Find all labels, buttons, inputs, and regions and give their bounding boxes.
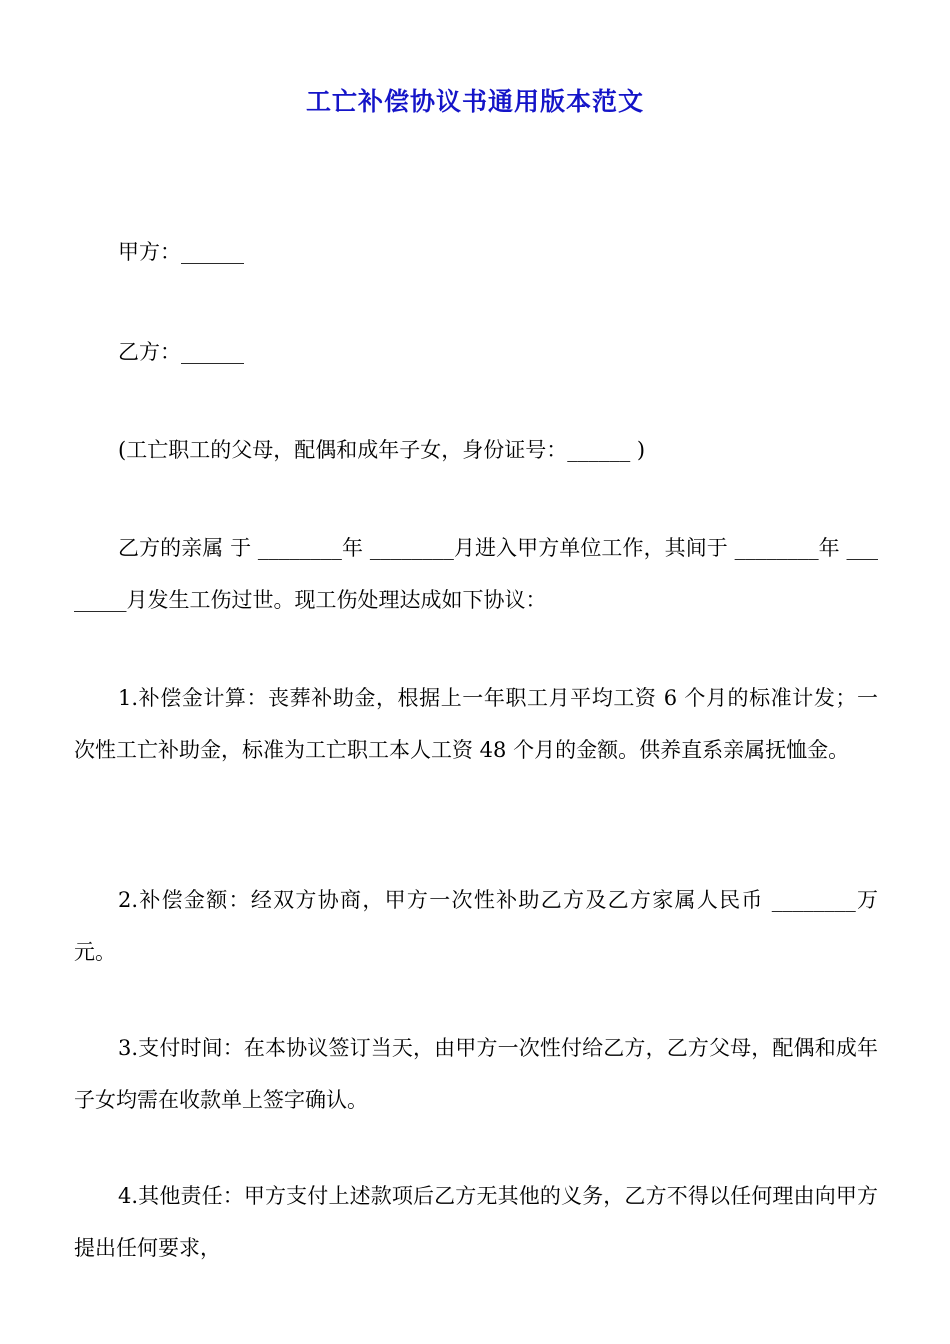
clause-3-paragraph: 3.支付时间：在本协议签订当天，由甲方一次性付给乙方，乙方父母，配偶和成年子女均需在收款单上签字确认。 xyxy=(74,1036,878,1112)
document-title: 工亡补偿协议书通用版本范文 xyxy=(305,87,644,116)
clause-1-paragraph: 1.补偿金计算：丧葬补助金，根据上一年职工月平均工资 6 个月的标准计发；一次性工亡补助金，标准为工亡职工本人工资 48 个月的金额。供养直系亲属抚恤金。 xyxy=(74,686,878,762)
clause-2-paragraph: 2.补偿金额：经双方协商，甲方一次性补助乙方及乙方家属人民币 ________万元。 xyxy=(74,888,878,964)
party-b-line: 乙方：______ xyxy=(118,340,244,364)
party-a-line: 甲方：______ xyxy=(118,240,244,264)
party-b-note: (工亡职工的父母，配偶和成年子女，身份证号：______ ) xyxy=(118,438,646,462)
clause-4-paragraph: 4.其他责任：甲方支付上述款项后乙方无其他的义务，乙方不得以任何理由向甲方提出任何要求， xyxy=(74,1184,878,1260)
intro-paragraph: 乙方的亲属 于 ________年 ________月进入甲方单位工作，其间于 ________年 ________月发生工伤过世。现工伤处理达成如下协议： xyxy=(74,536,878,612)
